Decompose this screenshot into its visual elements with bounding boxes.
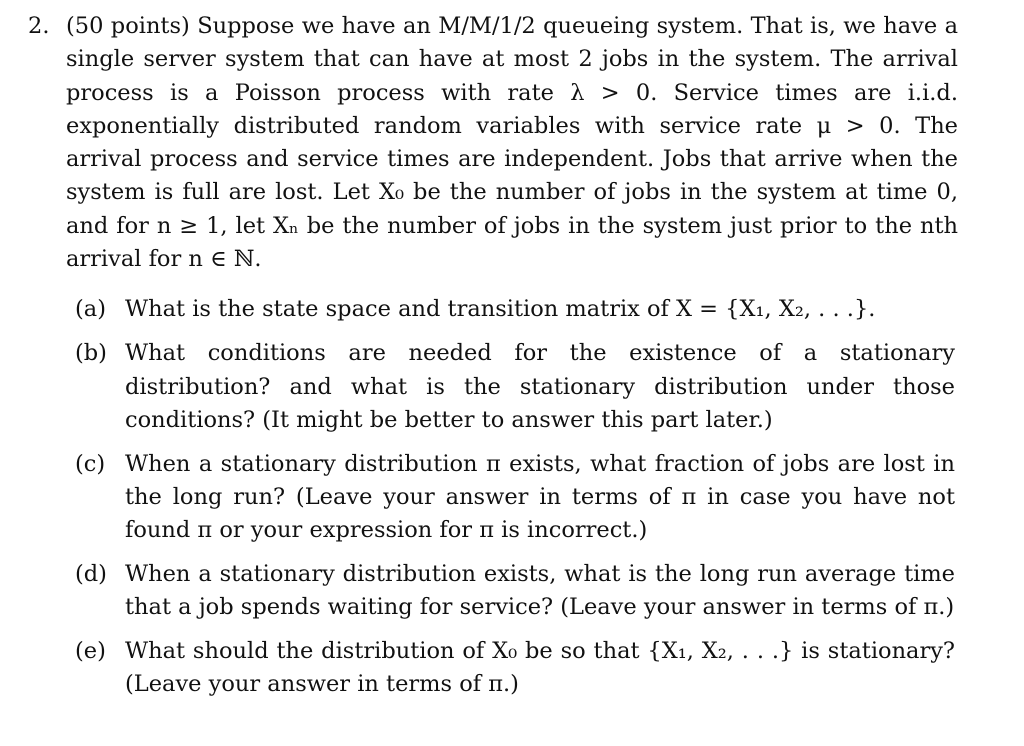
- subquestion-c: [75, 448, 955, 548]
- subquestion-label: (d): [75, 561, 107, 588]
- subquestion-label: (c): [75, 450, 106, 477]
- subquestion-text: When a stationary distribution exists, what is the long run average time that a job spends waiting for service? (Leave your answer in terms of π.): [125, 561, 955, 621]
- subquestion-text: When a stationary distribution π exists, what fraction of jobs are lost in the long run? (Leave your answer in terms of π in case you have not found π or your expression for π is incorrect.): [125, 450, 955, 544]
- subquestion-label: (e): [75, 638, 106, 665]
- problem-statement: (50 points) Suppose we have an M/M/1/2 queueing system. That is, we have a single server system that can have at most 2 jobs in the system. The arrival process is a Poisson process with rate λ > 0. Service times are i.i.d. exponentially distributed random variables with service rate μ > 0. The arrival process and service times are independent. Jobs that arrive when the system is full are lost. Let X₀ be the number of jobs in the system at time 0, and for n ≥ 1, let Xₙ be the number of jobs in the system just prior to the nth arrival for n ∈ ℕ.: [66, 13, 958, 273]
- subquestion-label: (a): [75, 296, 106, 322]
- problem-2: [28, 10, 958, 276]
- subquestion-a: [75, 293, 955, 326]
- subquestion-label: (b): [75, 340, 107, 367]
- subquestion-list: [75, 293, 955, 712]
- subquestion-text: What should the distribution of X₀ be so that {X₁, X₂, . . .} is stationary? (Leave your answer in terms of π.): [125, 638, 955, 698]
- subquestion-e: [75, 635, 955, 702]
- subquestion-text: What conditions are needed for the existence of a stationary distribution? and what is the stationary distribution under those conditions? (It might be better to answer this part later.): [125, 340, 955, 433]
- subquestion-text: What is the state space and transition matrix of X = {X₁, X₂, . . .}.: [125, 296, 876, 322]
- subquestion-b: [75, 337, 955, 437]
- problem-number: 2.: [28, 13, 50, 39]
- subquestion-d: [75, 558, 955, 625]
